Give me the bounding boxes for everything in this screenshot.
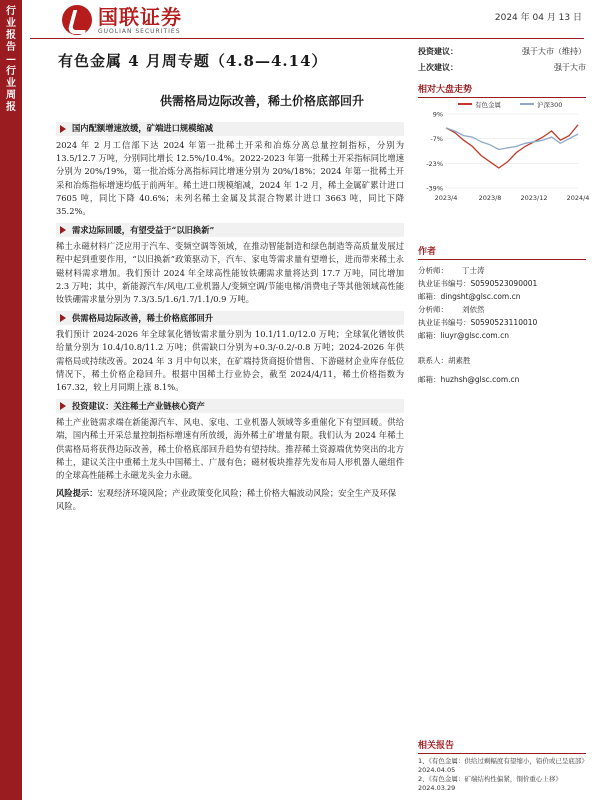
y-tick-label: -39% bbox=[426, 184, 443, 193]
relative-performance-chart bbox=[418, 96, 590, 206]
arrow-icon bbox=[60, 226, 66, 234]
author-row: 邮箱：huzhsh@glsc.com.cn bbox=[418, 375, 520, 384]
rating-label: 投资建议： bbox=[418, 47, 458, 56]
section-paragraph: 2024 年 2 月工信部下达 2024 年第一批稀土开采和冶炼分离总量控制指标，分别为 13.5/12.7 万吨，分别同比增长 12.5%/10.4%。2022-2023 年第一批稀土开采指标同比增速分别为 20%/19%，第一批冶炼分离指标同比增速分别为 20%/18%；2024 年第一批稀土开采和冶炼指标增速均低于前两年。稀土进口规模缩减，2024 年 1-2 月，稀土金属矿累计进口 7605 吨，同比下降 40.6%；未列名稀土金属及其混合物累计进口 3663 吨，同比下降 35.2%。 bbox=[56, 140, 404, 217]
legend-label: 有色金属 bbox=[475, 101, 501, 109]
section-paragraph: 稀土产业链需求端在新能源汽车、风电、家电、工业机器人领域等多重催化下有望回暖。供给端，国内稀土开采总量控制指标增速有所放缓，海外稀土矿增量有限。我们认为 2024 年稀土供需格局将获得边际改善，稀土价格底部回升趋势有望持续。推荐稀土资源端优势突出的北方稀土，建议关注中重稀土龙头中国稀土、广晟有色；磁材板块推荐先发布局人形机器人磁组件的全球高性能稀土永磁龙头金力永磁。 bbox=[56, 417, 404, 481]
author-row: 执业证书编号：S0590523110010 bbox=[418, 318, 538, 327]
arrow-icon bbox=[60, 402, 66, 410]
logo-en-name: GUOLIAN SECURITIES bbox=[98, 27, 181, 35]
y-tick-label: -7% bbox=[430, 135, 443, 144]
author-row: 邮箱：dingsht@glsc.com.cn bbox=[418, 292, 521, 301]
section-heading: 国内配额增速放缓，矿端进口规模缩减 bbox=[56, 122, 404, 136]
legend-label: 沪深300 bbox=[537, 101, 563, 109]
x-tick-label: 2023/8 bbox=[478, 194, 502, 202]
x-tick-label: 2023/4 bbox=[434, 194, 458, 202]
risk-label: 风险提示： bbox=[56, 488, 98, 499]
author-row: 执业证书编号：S0590523090001 bbox=[418, 279, 538, 288]
rating-value: 强于大市（维持） bbox=[522, 47, 586, 56]
section-heading: 需求边际回暖，有望受益于“以旧换新” bbox=[56, 223, 404, 237]
related-report-item: 2、《有色金属：矿端结构性偏紧，铜价重心上移》2024.03.29 bbox=[418, 775, 562, 792]
rating-previous bbox=[418, 62, 586, 73]
series-line bbox=[446, 125, 578, 168]
section-heading: 供需格局边际改善，稀土价格底部回升 bbox=[56, 311, 404, 325]
related-report-item: 1、《有色金属：供给过剩幅度有望缩小，铅价或已呈底部》2024.04.05 bbox=[418, 757, 585, 774]
x-tick-label: 2024/4 bbox=[566, 194, 590, 202]
report-title: 有色金属 4 月周专题（4.8—4.14） bbox=[58, 52, 328, 70]
rating-value: 强于大市 bbox=[554, 63, 586, 72]
related-reports bbox=[418, 738, 586, 793]
risk-warning bbox=[56, 487, 404, 513]
logo-icon bbox=[62, 5, 92, 35]
section-heading: 投资建议：关注稀土产业链核心资产 bbox=[56, 399, 404, 413]
authors-title: 作者 bbox=[418, 244, 586, 260]
main-content bbox=[56, 122, 404, 514]
author-row: 邮箱：liuyr@glsc.com.cn bbox=[418, 331, 509, 340]
authors-section bbox=[418, 244, 586, 386]
report-category: 行业报告—行业周报 bbox=[6, 6, 16, 113]
logo-cn-name: 国联证券 bbox=[98, 4, 182, 29]
header-divider bbox=[30, 38, 584, 39]
author-row: 联系人：胡素胜 bbox=[418, 356, 471, 365]
rating-label: 上次建议： bbox=[418, 63, 458, 72]
arrow-icon bbox=[60, 125, 66, 133]
sidebar-strip bbox=[0, 0, 22, 800]
x-tick-label: 2023/12 bbox=[520, 194, 548, 202]
report-subtitle: 供需格局边际改善，稀土价格底部回升 bbox=[160, 94, 365, 108]
report-date: 2024 年 04 月 13 日 bbox=[494, 13, 582, 23]
author-row: 分析师： 刘依然 bbox=[418, 305, 485, 314]
chart-svg bbox=[418, 96, 590, 206]
chart-title: 相对大盘走势 bbox=[418, 82, 586, 98]
related-title: 相关报告 bbox=[418, 738, 586, 754]
company-logo bbox=[62, 3, 182, 37]
arrow-icon bbox=[60, 314, 66, 322]
section-paragraph: 我们预计 2024-2026 年全球氧化镨钕需求量分别为 10.1/11.0/12.0 万吨；全球氧化镨钕供给量分别为 10.4/10.8/11.2 万吨；供需缺口分别为+0.3/-0.2/-0.8 万吨；2024-2026 年供需格局或持续改善。2024 年 3 月中旬以来，在矿端持货商挺价惜售、下游磁材企业库存低位情况下，稀土价格企稳回升。根据中国稀土行业协会，截至 2024/4/11，稀土价格指数为 167.32，较上月同期上涨 8.1%。 bbox=[56, 329, 404, 393]
author-row: 分析师： 丁士涛 bbox=[418, 266, 485, 275]
section-paragraph: 稀土永磁材料广泛应用于汽车、变频空调等领域，在推动智能制造和绿色制造等高质量发展过程中起到重要作用，“以旧换新”政策驱动下，汽车、家电等需求量有望增长，进而带来稀土永磁材料需求增加。我们预计 2024 年全球高性能钕铁硼需求量将达到 17.7 万吨，同比增加 2.3 万吨；其中，新能源汽车/风电/工业机器人/变频空调/节能电梯/消费电子等其他领域高性能钕铁硼需求量分别为 7.3/3.5/1.6/1.7/1.1/0.9 万吨。 bbox=[56, 241, 404, 305]
y-tick-label: 9% bbox=[432, 110, 443, 119]
rating-current bbox=[418, 46, 586, 57]
y-tick-label: -23% bbox=[426, 159, 443, 168]
risk-text: 宏观经济环境风险；产业政策变化风险；稀土价格大幅波动风险；安全生产及环保风险。 bbox=[56, 488, 397, 512]
